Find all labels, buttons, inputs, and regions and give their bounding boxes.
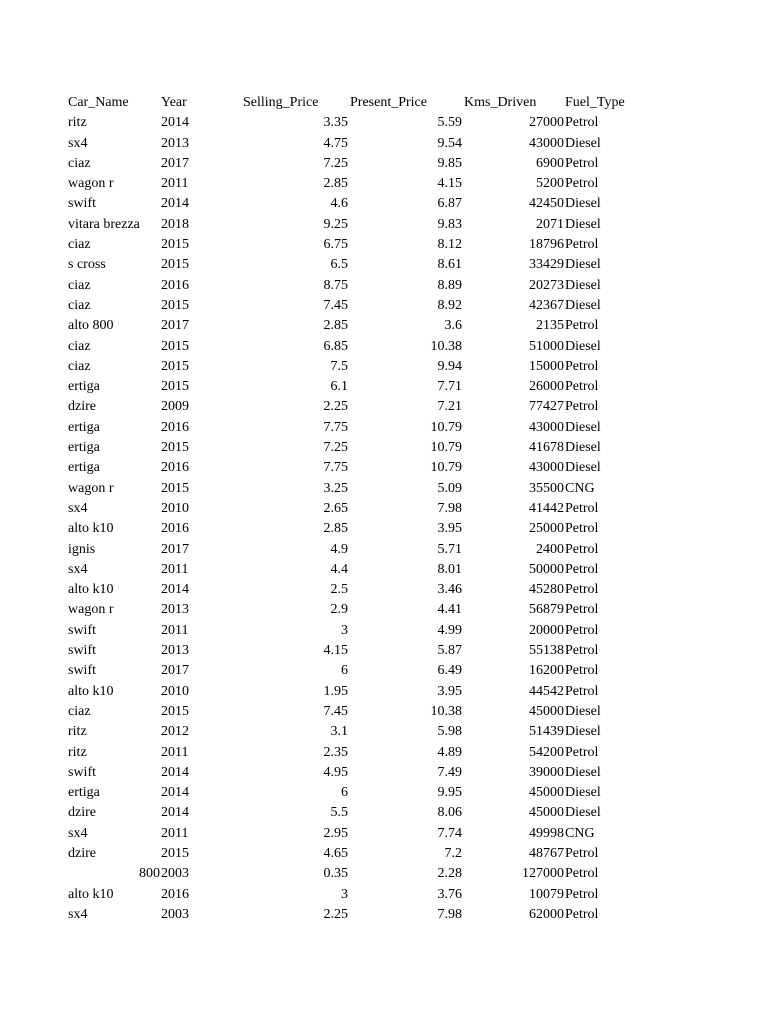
header-fuel-type[interactable]: Fuel_Type — [565, 95, 625, 110]
cell-car-name[interactable]: sx4 — [68, 135, 88, 151]
cell-kms-driven[interactable]: 5200 — [536, 176, 564, 192]
cell-car-name[interactable]: ciaz — [68, 338, 91, 354]
cell-fuel-type[interactable]: Diesel — [565, 297, 601, 313]
cell-kms-driven[interactable]: 44542 — [529, 683, 564, 699]
cell-year[interactable]: 2014 — [161, 196, 189, 212]
cell-selling-price[interactable]: 4.65 — [323, 845, 348, 861]
cell-kms-driven[interactable]: 45000 — [529, 785, 564, 801]
cell-selling-price[interactable]: 2.9 — [330, 602, 348, 618]
cell-fuel-type[interactable]: Petrol — [565, 622, 599, 638]
cell-present-price[interactable]: 10.79 — [430, 440, 462, 456]
cell-present-price[interactable]: 7.49 — [437, 764, 462, 780]
cell-selling-price[interactable]: 4.95 — [323, 764, 348, 780]
cell-selling-price[interactable]: 4.15 — [323, 643, 348, 659]
cell-car-name[interactable]: ciaz — [68, 297, 91, 313]
cell-year[interactable]: 2014 — [161, 805, 189, 821]
cell-present-price[interactable]: 7.2 — [444, 845, 462, 861]
cell-kms-driven[interactable]: 27000 — [529, 115, 564, 131]
cell-fuel-type[interactable]: Petrol — [565, 176, 599, 192]
cell-present-price[interactable]: 8.89 — [437, 277, 462, 293]
cell-present-price[interactable]: 10.79 — [430, 419, 462, 435]
cell-fuel-type[interactable]: Diesel — [565, 805, 601, 821]
cell-kms-driven[interactable]: 43000 — [529, 135, 564, 151]
cell-selling-price[interactable]: 2.85 — [323, 318, 348, 334]
cell-selling-price[interactable]: 3 — [341, 622, 348, 638]
cell-selling-price[interactable]: 2.5 — [330, 582, 348, 598]
cell-selling-price[interactable]: 7.45 — [323, 703, 348, 719]
cell-present-price[interactable]: 5.87 — [437, 643, 462, 659]
cell-year[interactable]: 2015 — [161, 237, 189, 253]
cell-kms-driven[interactable]: 6900 — [536, 155, 564, 171]
cell-year[interactable]: 2015 — [161, 845, 189, 861]
cell-present-price[interactable]: 9.54 — [437, 135, 462, 151]
cell-present-price[interactable]: 4.99 — [437, 622, 462, 638]
cell-selling-price[interactable]: 7.45 — [323, 297, 348, 313]
cell-kms-driven[interactable]: 2400 — [536, 541, 564, 557]
cell-year[interactable]: 2014 — [161, 785, 189, 801]
cell-fuel-type[interactable]: Petrol — [565, 845, 599, 861]
cell-year[interactable]: 2017 — [161, 155, 189, 171]
cell-fuel-type[interactable]: Diesel — [565, 338, 601, 354]
cell-selling-price[interactable]: 0.35 — [323, 866, 348, 882]
cell-year[interactable]: 2015 — [161, 440, 189, 456]
cell-kms-driven[interactable]: 45000 — [529, 703, 564, 719]
cell-kms-driven[interactable]: 41442 — [529, 500, 564, 516]
cell-kms-driven[interactable]: 54200 — [529, 744, 564, 760]
cell-year[interactable]: 2015 — [161, 257, 189, 273]
cell-fuel-type[interactable]: Petrol — [565, 561, 599, 577]
cell-car-name[interactable]: swift — [68, 663, 96, 679]
cell-car-name[interactable]: ertiga — [68, 419, 100, 435]
cell-fuel-type[interactable]: Petrol — [565, 866, 599, 882]
cell-car-name[interactable]: sx4 — [68, 561, 88, 577]
cell-year[interactable]: 2015 — [161, 480, 189, 496]
cell-fuel-type[interactable]: Diesel — [565, 703, 601, 719]
cell-year[interactable]: 2011 — [161, 561, 189, 577]
cell-car-name[interactable]: dzire — [68, 845, 96, 861]
cell-year[interactable]: 2018 — [161, 216, 189, 232]
cell-year[interactable]: 2017 — [161, 318, 189, 334]
cell-year[interactable]: 2013 — [161, 135, 189, 151]
cell-selling-price[interactable]: 3 — [341, 886, 348, 902]
cell-year[interactable]: 2015 — [161, 358, 189, 374]
cell-year[interactable]: 2016 — [161, 886, 189, 902]
cell-fuel-type[interactable]: Petrol — [565, 358, 599, 374]
cell-year[interactable]: 2011 — [161, 825, 189, 841]
cell-present-price[interactable]: 8.92 — [437, 297, 462, 313]
cell-fuel-type[interactable]: Petrol — [565, 582, 599, 598]
cell-kms-driven[interactable]: 2071 — [536, 216, 564, 232]
cell-present-price[interactable]: 4.15 — [437, 176, 462, 192]
cell-kms-driven[interactable]: 33429 — [529, 257, 564, 273]
cell-car-name[interactable]: dzire — [68, 399, 96, 415]
cell-kms-driven[interactable]: 56879 — [529, 602, 564, 618]
cell-kms-driven[interactable]: 62000 — [529, 906, 564, 922]
cell-selling-price[interactable]: 6 — [341, 663, 348, 679]
cell-car-name[interactable]: alto 800 — [68, 318, 114, 334]
cell-car-name[interactable]: s cross — [68, 257, 106, 273]
header-kms-driven[interactable]: Kms_Driven — [464, 95, 537, 110]
cell-kms-driven[interactable]: 48767 — [529, 845, 564, 861]
cell-fuel-type[interactable]: Petrol — [565, 155, 599, 171]
cell-present-price[interactable]: 8.12 — [437, 237, 462, 253]
cell-selling-price[interactable]: 6 — [341, 785, 348, 801]
cell-car-name[interactable]: wagon r — [68, 602, 114, 618]
cell-year[interactable]: 2015 — [161, 338, 189, 354]
cell-car-name[interactable]: ciaz — [68, 155, 91, 171]
cell-car-name[interactable]: ritz — [68, 724, 87, 740]
cell-present-price[interactable]: 5.98 — [437, 724, 462, 740]
cell-year[interactable]: 2011 — [161, 176, 189, 192]
cell-present-price[interactable]: 7.74 — [437, 825, 462, 841]
cell-present-price[interactable]: 9.95 — [437, 785, 462, 801]
cell-selling-price[interactable]: 7.25 — [323, 155, 348, 171]
cell-year[interactable]: 2010 — [161, 500, 189, 516]
cell-car-name[interactable]: ciaz — [68, 277, 91, 293]
cell-selling-price[interactable]: 7.75 — [323, 419, 348, 435]
cell-kms-driven[interactable]: 10079 — [529, 886, 564, 902]
cell-fuel-type[interactable]: Petrol — [565, 521, 599, 537]
cell-kms-driven[interactable]: 39000 — [529, 764, 564, 780]
cell-car-name[interactable]: 800 — [139, 866, 160, 882]
cell-year[interactable]: 2011 — [161, 622, 189, 638]
cell-year[interactable]: 2015 — [161, 703, 189, 719]
cell-kms-driven[interactable]: 49998 — [529, 825, 564, 841]
cell-present-price[interactable]: 10.38 — [430, 703, 462, 719]
cell-car-name[interactable]: ignis — [68, 541, 96, 557]
cell-present-price[interactable]: 2.28 — [437, 866, 462, 882]
cell-selling-price[interactable]: 2.25 — [323, 399, 348, 415]
cell-year[interactable]: 2011 — [161, 744, 189, 760]
cell-year[interactable]: 2016 — [161, 419, 189, 435]
cell-car-name[interactable]: ertiga — [68, 379, 100, 395]
cell-year[interactable]: 2014 — [161, 582, 189, 598]
cell-selling-price[interactable]: 2.95 — [323, 825, 348, 841]
cell-fuel-type[interactable]: CNG — [565, 825, 595, 841]
cell-present-price[interactable]: 7.98 — [437, 500, 462, 516]
cell-present-price[interactable]: 3.76 — [437, 886, 462, 902]
cell-kms-driven[interactable]: 43000 — [529, 460, 564, 476]
cell-car-name[interactable]: swift — [68, 196, 96, 212]
cell-present-price[interactable]: 5.71 — [437, 541, 462, 557]
cell-kms-driven[interactable]: 20273 — [529, 277, 564, 293]
cell-car-name[interactable]: vitara brezza — [68, 216, 140, 232]
cell-car-name[interactable]: ertiga — [68, 785, 100, 801]
cell-fuel-type[interactable]: Diesel — [565, 764, 601, 780]
cell-selling-price[interactable]: 1.95 — [323, 683, 348, 699]
cell-car-name[interactable]: ciaz — [68, 703, 91, 719]
cell-fuel-type[interactable]: Diesel — [565, 460, 601, 476]
cell-fuel-type[interactable]: Petrol — [565, 886, 599, 902]
cell-car-name[interactable]: ciaz — [68, 358, 91, 374]
cell-car-name[interactable]: wagon r — [68, 480, 114, 496]
cell-car-name[interactable]: ritz — [68, 744, 87, 760]
cell-car-name[interactable]: ertiga — [68, 460, 100, 476]
cell-selling-price[interactable]: 7.5 — [330, 358, 348, 374]
cell-fuel-type[interactable]: Diesel — [565, 277, 601, 293]
cell-car-name[interactable]: ritz — [68, 115, 87, 131]
cell-kms-driven[interactable]: 42367 — [529, 297, 564, 313]
cell-year[interactable]: 2013 — [161, 602, 189, 618]
cell-selling-price[interactable]: 2.85 — [323, 521, 348, 537]
cell-fuel-type[interactable]: Petrol — [565, 906, 599, 922]
cell-selling-price[interactable]: 3.25 — [323, 480, 348, 496]
cell-selling-price[interactable]: 3.1 — [330, 724, 348, 740]
cell-present-price[interactable]: 7.21 — [437, 399, 462, 415]
cell-fuel-type[interactable]: Petrol — [565, 643, 599, 659]
cell-present-price[interactable]: 8.06 — [437, 805, 462, 821]
cell-kms-driven[interactable]: 50000 — [529, 561, 564, 577]
cell-car-name[interactable]: alto k10 — [68, 886, 114, 902]
cell-selling-price[interactable]: 6.1 — [330, 379, 348, 395]
cell-kms-driven[interactable]: 42450 — [529, 196, 564, 212]
cell-car-name[interactable]: sx4 — [68, 906, 88, 922]
cell-car-name[interactable]: ciaz — [68, 237, 91, 253]
cell-kms-driven[interactable]: 51000 — [529, 338, 564, 354]
cell-selling-price[interactable]: 2.35 — [323, 744, 348, 760]
cell-car-name[interactable]: alto k10 — [68, 582, 114, 598]
cell-fuel-type[interactable]: Diesel — [565, 785, 601, 801]
cell-year[interactable]: 2017 — [161, 541, 189, 557]
cell-present-price[interactable]: 3.95 — [437, 521, 462, 537]
cell-kms-driven[interactable]: 45000 — [529, 805, 564, 821]
cell-car-name[interactable]: wagon r — [68, 176, 114, 192]
cell-year[interactable]: 2009 — [161, 399, 189, 415]
cell-kms-driven[interactable]: 2135 — [536, 318, 564, 334]
cell-fuel-type[interactable]: Petrol — [565, 399, 599, 415]
cell-fuel-type[interactable]: Diesel — [565, 216, 601, 232]
cell-car-name[interactable]: dzire — [68, 805, 96, 821]
cell-fuel-type[interactable]: Petrol — [565, 115, 599, 131]
cell-present-price[interactable]: 7.71 — [437, 379, 462, 395]
cell-fuel-type[interactable]: Diesel — [565, 724, 601, 740]
cell-car-name[interactable]: alto k10 — [68, 521, 114, 537]
cell-year[interactable]: 2016 — [161, 460, 189, 476]
cell-year[interactable]: 2017 — [161, 663, 189, 679]
cell-selling-price[interactable]: 6.75 — [323, 237, 348, 253]
cell-selling-price[interactable]: 4.6 — [330, 196, 348, 212]
cell-year[interactable]: 2003 — [161, 906, 189, 922]
cell-fuel-type[interactable]: Petrol — [565, 318, 599, 334]
cell-car-name[interactable]: alto k10 — [68, 683, 114, 699]
cell-selling-price[interactable]: 2.65 — [323, 500, 348, 516]
cell-kms-driven[interactable]: 51439 — [529, 724, 564, 740]
cell-year[interactable]: 2015 — [161, 297, 189, 313]
cell-selling-price[interactable]: 8.75 — [323, 277, 348, 293]
cell-fuel-type[interactable]: CNG — [565, 480, 595, 496]
cell-selling-price[interactable]: 5.5 — [330, 805, 348, 821]
cell-kms-driven[interactable]: 43000 — [529, 419, 564, 435]
cell-selling-price[interactable]: 6.5 — [330, 257, 348, 273]
cell-kms-driven[interactable]: 26000 — [529, 379, 564, 395]
cell-present-price[interactable]: 7.98 — [437, 906, 462, 922]
cell-year[interactable]: 2015 — [161, 379, 189, 395]
cell-kms-driven[interactable]: 15000 — [529, 358, 564, 374]
cell-present-price[interactable]: 3.95 — [437, 683, 462, 699]
cell-year[interactable]: 2014 — [161, 764, 189, 780]
cell-present-price[interactable]: 4.41 — [437, 602, 462, 618]
cell-kms-driven[interactable]: 16200 — [529, 663, 564, 679]
cell-present-price[interactable]: 3.46 — [437, 582, 462, 598]
cell-fuel-type[interactable]: Diesel — [565, 135, 601, 151]
cell-year[interactable]: 2012 — [161, 724, 189, 740]
cell-fuel-type[interactable]: Diesel — [565, 196, 601, 212]
cell-year[interactable]: 2010 — [161, 683, 189, 699]
cell-fuel-type[interactable]: Petrol — [565, 379, 599, 395]
header-present-price[interactable]: Present_Price — [350, 95, 427, 110]
cell-present-price[interactable]: 4.89 — [437, 744, 462, 760]
cell-fuel-type[interactable]: Petrol — [565, 602, 599, 618]
cell-fuel-type[interactable]: Petrol — [565, 541, 599, 557]
cell-present-price[interactable]: 9.94 — [437, 358, 462, 374]
cell-present-price[interactable]: 10.79 — [430, 460, 462, 476]
cell-year[interactable]: 2014 — [161, 115, 189, 131]
cell-fuel-type[interactable]: Diesel — [565, 257, 601, 273]
cell-selling-price[interactable]: 4.75 — [323, 135, 348, 151]
cell-present-price[interactable]: 8.01 — [437, 561, 462, 577]
cell-year[interactable]: 2013 — [161, 643, 189, 659]
cell-kms-driven[interactable]: 41678 — [529, 440, 564, 456]
cell-car-name[interactable]: swift — [68, 622, 96, 638]
cell-present-price[interactable]: 9.85 — [437, 155, 462, 171]
cell-car-name[interactable]: ertiga — [68, 440, 100, 456]
cell-selling-price[interactable]: 2.85 — [323, 176, 348, 192]
header-selling-price[interactable]: Selling_Price — [243, 95, 319, 110]
cell-selling-price[interactable]: 7.75 — [323, 460, 348, 476]
cell-kms-driven[interactable]: 127000 — [522, 866, 564, 882]
cell-kms-driven[interactable]: 77427 — [529, 399, 564, 415]
cell-selling-price[interactable]: 9.25 — [323, 216, 348, 232]
cell-present-price[interactable]: 6.49 — [437, 663, 462, 679]
cell-car-name[interactable]: sx4 — [68, 825, 88, 841]
cell-selling-price[interactable]: 3.35 — [323, 115, 348, 131]
cell-kms-driven[interactable]: 45280 — [529, 582, 564, 598]
cell-fuel-type[interactable]: Diesel — [565, 440, 601, 456]
cell-kms-driven[interactable]: 18796 — [529, 237, 564, 253]
cell-year[interactable]: 2003 — [161, 866, 189, 882]
cell-fuel-type[interactable]: Diesel — [565, 419, 601, 435]
cell-selling-price[interactable]: 2.25 — [323, 906, 348, 922]
cell-car-name[interactable]: sx4 — [68, 500, 88, 516]
cell-year[interactable]: 2016 — [161, 521, 189, 537]
cell-selling-price[interactable]: 4.9 — [330, 541, 348, 557]
header-car-name[interactable]: Car_Name — [68, 95, 129, 110]
cell-selling-price[interactable]: 6.85 — [323, 338, 348, 354]
cell-present-price[interactable]: 5.59 — [437, 115, 462, 131]
cell-kms-driven[interactable]: 20000 — [529, 622, 564, 638]
cell-fuel-type[interactable]: Petrol — [565, 744, 599, 760]
cell-present-price[interactable]: 6.87 — [437, 196, 462, 212]
cell-present-price[interactable]: 8.61 — [437, 257, 462, 273]
cell-present-price[interactable]: 5.09 — [437, 480, 462, 496]
cell-fuel-type[interactable]: Petrol — [565, 500, 599, 516]
cell-selling-price[interactable]: 7.25 — [323, 440, 348, 456]
cell-fuel-type[interactable]: Petrol — [565, 663, 599, 679]
cell-present-price[interactable]: 10.38 — [430, 338, 462, 354]
cell-car-name[interactable]: swift — [68, 764, 96, 780]
cell-year[interactable]: 2016 — [161, 277, 189, 293]
cell-car-name[interactable]: swift — [68, 643, 96, 659]
cell-present-price[interactable]: 3.6 — [444, 318, 462, 334]
cell-present-price[interactable]: 9.83 — [437, 216, 462, 232]
cell-fuel-type[interactable]: Petrol — [565, 237, 599, 253]
cell-selling-price[interactable]: 4.4 — [330, 561, 348, 577]
header-year[interactable]: Year — [161, 95, 187, 110]
cell-kms-driven[interactable]: 55138 — [529, 643, 564, 659]
cell-fuel-type[interactable]: Petrol — [565, 683, 599, 699]
cell-kms-driven[interactable]: 25000 — [529, 521, 564, 537]
cell-kms-driven[interactable]: 35500 — [529, 480, 564, 496]
